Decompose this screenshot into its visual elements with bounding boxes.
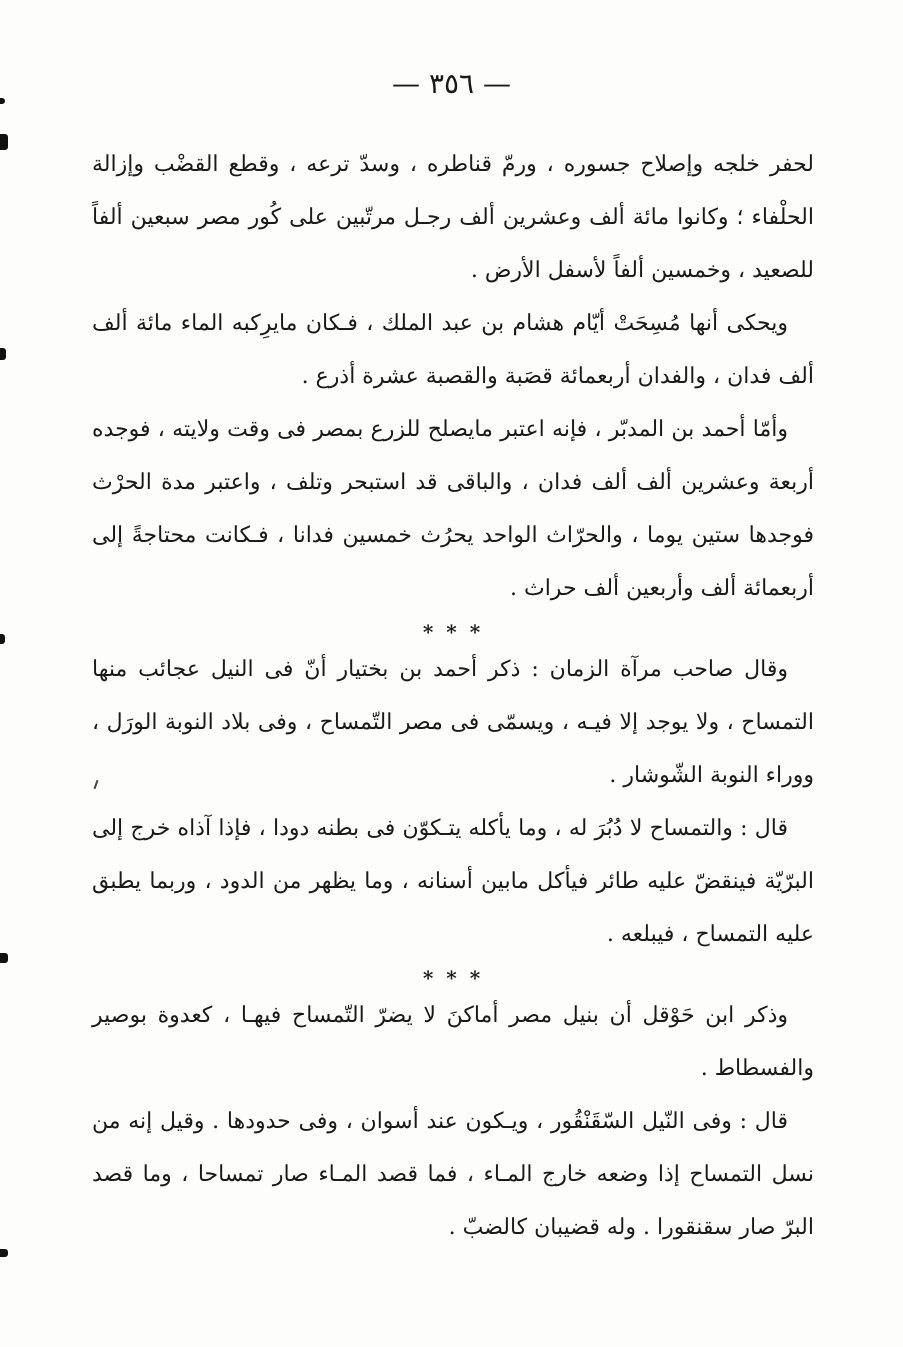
- section-separator: * * *: [422, 620, 484, 644]
- body-text: [92, 138, 814, 1254]
- scan-edge-mark: [0, 1249, 8, 1257]
- paragraph: قال : والتمساح لا دُبُرَ له ، وما يأكله يتـكوّن فى بطنه دودا ، فإذا آذاه خرج إلى البرّيّة فينقضّ عليه طائر فيأكل مابين أسنانه ، وما يظهر من الدود ، وربما يطبق عليه التمساح ، فيبلعه .: [92, 816, 814, 947]
- page-number: — ٣٥٦ —: [392, 67, 511, 100]
- paragraph: لحفر خلجه وإصلاح جسوره ، ورمّ قناطره ، وسدّ ترعه ، وقطع القضْب وإزالة الحلْفاء ؛ وكانوا مائة ألف وعشرين ألف رجـل مرتّبين على كُور مصر سبعين ألفاً للصعيد ، وخمسين ألفاً لأسفل الأرض .: [92, 152, 814, 283]
- section-separator: * * *: [422, 966, 484, 990]
- scan-edge-mark: [0, 634, 5, 644]
- scan-edge-mark: [0, 348, 6, 360]
- scan-edge-mark: [0, 134, 8, 150]
- scan-edge-mark: [0, 953, 8, 963]
- paragraph: وأمّا أحمد بن المدبّر ، فإنه اعتبر مايصلح للزرع بمصر فى وقت ولايته ، فوجده أربعة وعشرين ألف ألف فدان ، والباقى قد استبحر وتلف ، واعتبر مدة الحرْث فوجدها ستين يوما ، والحرّاث الواحد يحرُث خمسين فدانا ، فـكانت محتاجةً إلى أربعمائة ألف وأربعين ألف حراث .: [92, 417, 814, 601]
- paragraph: وقال صاحب مرآة الزمان : ذكر أحمد بن بختيار أنّ فى النيل عجائب منها التمساح ، ولا يوجد إلا فيـه ، ويسمّى فى مصر التّمساح ، وفى بلاد النوبة الورَل ، ووراء النوبة الشّوشار .: [92, 657, 814, 788]
- paragraph: قال : وفى النّيل السّقَنْقُور ، ويـكون عند أسوان ، وفى حدودها . وقيل إنه من نسل التمساح إذا وضعه خارج المـاء ، فما قصد المـاء صار تمساحا ، وما قصد البرّ صار سقنقورا . وله قضيبان كالضبّ .: [92, 1109, 814, 1240]
- paragraph: ويحكى أنها مُسِحَتْ أيّام هشام بن عبد الملك ، فـكان مايرِكبه الماء مائة ألف ألف فدان ، والفدان أربعمائة قصَبة والقصبة عشرة أذرع .: [92, 311, 814, 389]
- paragraph: وذكر ابن حَوْقل أن بنيل مصر أماكنَ لا يضرّ التّمساح فيهـا ، كعدوة بوصير والفسطاط .: [92, 1003, 814, 1081]
